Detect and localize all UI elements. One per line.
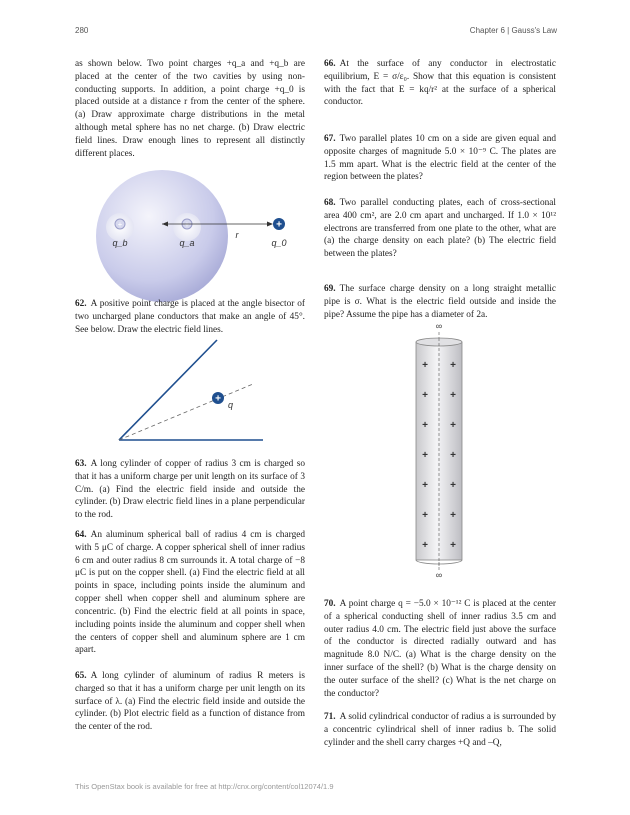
plus-charge-icon: + — [450, 480, 456, 491]
plus-charge-icon: + — [422, 540, 428, 551]
problem-text: At the surface of any conductor in electrostatic equilibrium, E = σ/ε₀. Show that this equation is consistent with the fact that E = kq/r² at the surface of a spherical conductor. — [324, 59, 556, 108]
plus-charge-icon: + — [422, 480, 428, 491]
problem-69 — [324, 283, 556, 321]
plus-charge-icon: + — [450, 360, 456, 371]
label-qb: q_b — [112, 238, 128, 248]
problem-number: 67. — [324, 134, 336, 144]
problem-66 — [324, 58, 556, 109]
chapter-title: Chapter 6 | Gauss's Law — [469, 26, 557, 35]
problem-65 — [75, 670, 305, 734]
plus-charge-icon: + — [450, 540, 456, 551]
label-qa: q_a — [179, 238, 195, 248]
problem-number: 68. — [324, 198, 336, 208]
problem-number: 64. — [75, 530, 87, 540]
problem-text: A long cylinder of aluminum of radius R meters is charged so that it has a uniform charge per unit length on its surface of λ. (a) Find the electric field inside and outside the cylinder. (b) Plot electric field as a function of distance from the center of the rod. — [75, 671, 305, 733]
problem-text: Two parallel conducting plates, each of cross-sectional area 400 cm², are 2.0 cm apart and uncharged. If 1.0 × 10¹² electrons are transferred from one plate to the other, what are (a) the charge density on each plate? (b) The electric field between the plates? — [324, 198, 556, 260]
problem-70 — [324, 598, 556, 701]
problem-text: A point charge q = −5.0 × 10⁻¹² C is placed at the center of a spherical conducting shell of inner radius 3.5 cm and outer radius 4.0 cm. The electric field just above the surface of the conductor is directed radially outward and has magnitude 8.0 N/C. (a) What is the charge density on the inner surface of the shell? (b) What is the charge density on the outer surface of the shell? (c) What is the net charge on the conductor? — [324, 599, 556, 699]
label-q0: q_0 — [271, 238, 287, 248]
charge-sign: + — [184, 220, 190, 229]
plus-charge-icon: + — [422, 420, 428, 431]
sphere-figure — [80, 164, 305, 309]
problem-number: 66. — [324, 59, 336, 69]
problem-text: as shown below. Two point charges +q_a and +q_b are placed at the center of the two cavities by using non-conducting supports. In addition, a point charge +q_0 is placed outside at a distance r from the center of the sphere. (a) Draw approximate charge distributions in the metal although metal sphere has no net charge. (b) Draw electric field lines. Draw enough lines to represent all distinctly different places. — [75, 59, 305, 159]
plus-charge-icon: + — [450, 450, 456, 461]
page-number: 280 — [75, 26, 89, 35]
infinity-bottom-label: ∞ — [435, 570, 443, 580]
problem-number: 69. — [324, 284, 336, 294]
arrow-right-icon — [267, 222, 273, 227]
problem-71 — [324, 711, 556, 749]
problem-64 — [75, 529, 305, 657]
label-r: r — [235, 230, 239, 240]
problem-68 — [324, 197, 556, 261]
upper-plate — [119, 340, 217, 440]
problem-61-continuation — [75, 58, 305, 161]
problem-text: An aluminum spherical ball of radius 4 cm is charged with 5 μC of charge. A copper spherical shell of inner radius 6 cm and outer radius 8 cm surrounds it. A total charge of −8 μC is put on the copper shell. (a) Find the electric field at all points in space, including points inside the aluminum and copper shell when copper shell and aluminum sphere are concentric. (b) Find the electric field at all points in space, including points inside the aluminum and copper shell when the centers of copper shell and aluminum sphere are 1 cm apart. — [75, 530, 305, 656]
problem-text: A positive point charge is placed at the angle bisector of two uncharged plane conductors that make an angle of 45°. See below. Draw the electric field lines. — [75, 299, 305, 335]
plus-charge-icon: + — [422, 390, 428, 401]
charge-sign: + — [276, 219, 282, 231]
angle-conductors-figure — [105, 336, 275, 446]
footer-text: This OpenStax book is available for free at http://cnx.org/content/col12074/1.9 — [75, 782, 334, 791]
label-q: q — [228, 400, 234, 410]
plus-charge-icon: + — [450, 510, 456, 521]
problem-number: 62. — [75, 299, 87, 309]
problem-text: The surface charge density on a long straight metallic pipe is σ. What is the electric field outside and inside the pipe? Assume the pipe has a diameter of 2a. — [324, 284, 556, 320]
problem-text: A solid cylindrical conductor of radius a is surrounded by a concentric cylindrical shell of inner radius b. The solid cylinder and the shell carry charges +Q and –Q, — [324, 712, 556, 748]
problem-number: 71. — [324, 712, 336, 722]
problem-67 — [324, 133, 556, 184]
plus-charge-icon: + — [422, 510, 428, 521]
problem-text: A long cylinder of copper of radius 3 cm is charged so that it has a uniform charge per unit length on its surface of 3 C/m. (a) Find the electric field inside and outside the cylinder. (b) Draw electric field lines in a plane perpendicular to the rod. — [75, 459, 305, 521]
problem-text: Two parallel plates 10 cm on a side are given equal and opposite charges of magnitude 5.0 × 10⁻⁹ C. The plates are 1.5 mm apart. What is the electric field at the center of the region between the plates? — [324, 134, 556, 183]
bisector-line — [119, 384, 253, 440]
problem-63 — [75, 458, 305, 522]
charge-sign: + — [215, 393, 221, 405]
infinity-top-label: ∞ — [435, 321, 443, 331]
pipe-figure — [409, 320, 469, 582]
plus-charge-icon: + — [422, 450, 428, 461]
charge-sign: + — [117, 220, 123, 229]
left-column — [75, 58, 305, 748]
problem-number: 70. — [324, 599, 336, 609]
plus-charge-icon: + — [450, 420, 456, 431]
right-column — [324, 58, 556, 758]
plus-charge-icon: + — [422, 360, 428, 371]
problem-number: 65. — [75, 671, 87, 681]
problem-number: 63. — [75, 459, 87, 469]
problem-62 — [75, 298, 305, 336]
plus-charge-icon: + — [450, 390, 456, 401]
